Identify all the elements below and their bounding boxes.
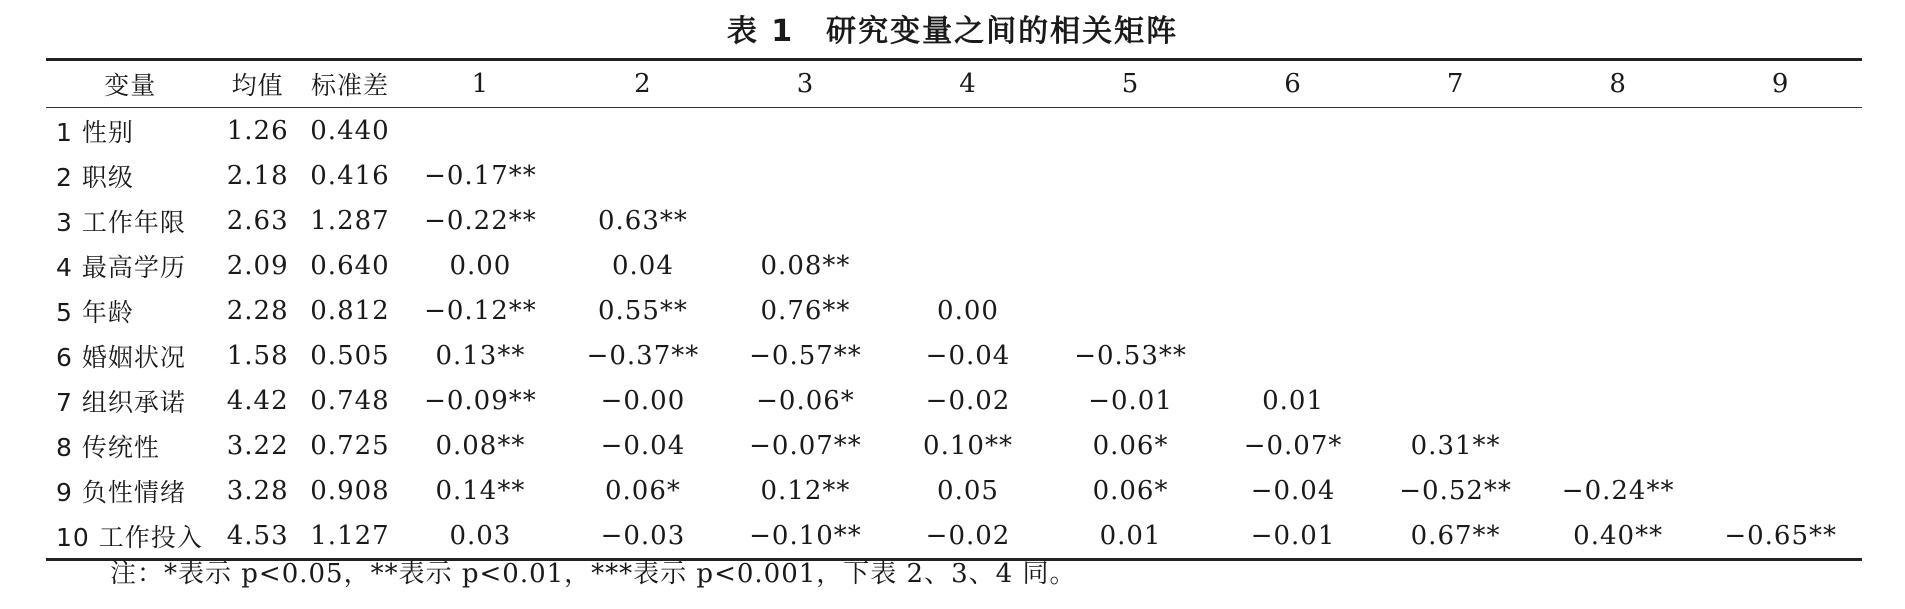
empty-cell: [1537, 198, 1700, 243]
empty-cell: [1699, 333, 1862, 378]
empty-cell: [1374, 153, 1537, 198]
empty-cell: [887, 198, 1050, 243]
empty-cell: [1049, 153, 1212, 198]
empty-cell: [887, 153, 1050, 198]
correlation-cell: 0.01: [1262, 385, 1324, 416]
sd-value: 0.812: [310, 295, 390, 326]
sd-value: 1.127: [310, 520, 390, 551]
empty-cell: [1374, 198, 1537, 243]
correlation-cell: −0.53**: [1074, 340, 1187, 371]
empty-cell: [1374, 378, 1537, 423]
correlation-cell: 0.08**: [435, 430, 526, 461]
header-sd: 标准差: [310, 71, 389, 100]
correlation-cell: −0.09**: [424, 385, 537, 416]
empty-cell: [1699, 108, 1862, 154]
correlation-cell: 0.67**: [1410, 520, 1501, 551]
correlation-cell: −0.01: [1250, 520, 1336, 551]
sd-value: 0.725: [310, 430, 390, 461]
variable-name: 4 最高学历: [56, 252, 186, 282]
correlation-cell: −0.07*: [1243, 430, 1343, 461]
table-note: 注：*表示 p<0.05，**表示 p<0.01，***表示 p<0.001，下表 2、3、4 同。: [110, 559, 1077, 589]
header-variable: 变量: [104, 71, 157, 100]
correlation-cell: −0.06*: [756, 385, 855, 416]
correlation-cell: 0.13**: [435, 340, 526, 371]
empty-cell: [1537, 288, 1700, 333]
empty-cell: [1537, 153, 1700, 198]
correlation-cell: 0.55**: [597, 295, 688, 326]
mean-value: 3.28: [226, 475, 289, 506]
sd-value: 1.287: [310, 205, 390, 236]
correlation-cell: −0.52**: [1399, 475, 1512, 506]
empty-cell: [1374, 108, 1537, 154]
table-row: [46, 198, 1862, 243]
header-col-3: 3: [796, 69, 815, 99]
header-col-1: 1: [471, 69, 490, 99]
variable-name: 9 负性情绪: [56, 477, 186, 507]
correlation-cell: −0.00: [600, 385, 686, 416]
variable-name: 2 职级: [56, 162, 134, 192]
empty-cell: [1699, 288, 1862, 333]
table-header: [46, 60, 1862, 108]
empty-cell: [1537, 378, 1700, 423]
table-row: [46, 333, 1862, 378]
sd-value: 0.640: [310, 250, 390, 281]
mean-value: 4.42: [226, 385, 289, 416]
correlation-cell: 0.06*: [1092, 475, 1169, 506]
correlation-cell: 0.31**: [1410, 430, 1501, 461]
table-title: 表 1 研究变量之间的相关矩阵: [726, 14, 1179, 49]
correlation-cell: 0.00: [937, 295, 999, 326]
correlation-cell: 0.14**: [435, 475, 526, 506]
correlation-cell: −0.02: [925, 385, 1011, 416]
table-body: [46, 108, 1862, 560]
variable-name: 8 传统性: [56, 432, 160, 462]
correlation-cell: −0.37**: [586, 340, 700, 371]
correlation-cell: −0.04: [600, 430, 686, 461]
empty-cell: [1212, 108, 1375, 154]
empty-cell: [1374, 243, 1537, 288]
variable-name: 7 组织承诺: [56, 387, 186, 417]
sd-value: 0.908: [310, 475, 390, 506]
empty-cell: [1699, 243, 1862, 288]
correlation-matrix-table: [46, 58, 1862, 561]
correlation-cell: −0.01: [1088, 385, 1173, 416]
variable-name: 5 年龄: [56, 297, 134, 327]
empty-cell: [1212, 243, 1375, 288]
correlation-cell: 0.03: [449, 520, 512, 551]
empty-cell: [1374, 333, 1537, 378]
empty-cell: [1049, 108, 1212, 154]
variable-name: 6 婚姻状况: [56, 342, 186, 372]
correlation-cell: 0.08**: [760, 250, 851, 281]
correlation-cell: −0.24**: [1561, 475, 1675, 506]
table-row: [46, 108, 1862, 154]
correlation-cell: 0.40**: [1573, 520, 1664, 551]
header-col-2: 2: [634, 69, 652, 99]
mean-value: 1.26: [226, 115, 289, 146]
empty-cell: [562, 108, 725, 154]
empty-cell: [1699, 468, 1862, 513]
empty-cell: [724, 108, 887, 154]
empty-cell: [887, 108, 1050, 154]
correlation-cell: −0.02: [925, 520, 1011, 551]
correlation-cell: 0.01: [1099, 520, 1162, 551]
table-row: [46, 378, 1862, 423]
empty-cell: [1699, 198, 1862, 243]
empty-cell: [1699, 153, 1862, 198]
header-col-9: 9: [1771, 69, 1790, 99]
table-row: [46, 153, 1862, 198]
correlation-cell: 0.04: [611, 250, 674, 281]
correlation-cell: −0.03: [600, 520, 686, 551]
correlation-cell: −0.65**: [1724, 520, 1838, 551]
empty-cell: [1537, 333, 1700, 378]
correlation-cell: 0.63**: [597, 205, 688, 236]
correlation-cell: −0.04: [1250, 475, 1336, 506]
empty-cell: [1212, 288, 1375, 333]
correlation-cell: 0.10**: [923, 430, 1013, 461]
empty-cell: [1049, 288, 1212, 333]
empty-cell: [1699, 423, 1862, 468]
variable-name: 10 工作投入: [56, 522, 203, 552]
header-col-8: 8: [1609, 69, 1627, 99]
correlation-table-container: [46, 58, 1862, 561]
empty-cell: [399, 108, 562, 154]
correlation-cell: −0.10**: [749, 520, 862, 551]
correlation-cell: 0.06*: [604, 475, 681, 506]
empty-cell: [1699, 378, 1862, 423]
mean-value: 2.63: [226, 205, 289, 236]
empty-cell: [1374, 288, 1537, 333]
sd-value: 0.416: [310, 160, 390, 191]
sd-value: 0.748: [310, 385, 390, 416]
empty-cell: [1049, 198, 1212, 243]
variable-name: 3 工作年限: [56, 207, 186, 237]
correlation-cell: 0.06*: [1092, 430, 1169, 461]
table-row: [46, 288, 1862, 333]
table-row: [46, 468, 1862, 513]
mean-value: 1.58: [226, 340, 289, 371]
empty-cell: [1049, 243, 1212, 288]
empty-cell: [562, 153, 725, 198]
table-row: [46, 243, 1862, 288]
empty-cell: [1537, 243, 1700, 288]
mean-value: 4.53: [226, 520, 289, 551]
mean-value: 2.09: [226, 250, 289, 281]
empty-cell: [724, 153, 887, 198]
header-col-6: 6: [1284, 69, 1302, 99]
correlation-cell: 0.05: [937, 475, 999, 506]
variable-name: 1 性别: [56, 117, 134, 147]
correlation-cell: −0.22**: [424, 205, 537, 236]
table-row: [46, 423, 1862, 468]
mean-value: 3.22: [226, 430, 289, 461]
empty-cell: [887, 243, 1050, 288]
empty-cell: [1212, 333, 1375, 378]
sd-value: 0.505: [310, 340, 390, 371]
empty-cell: [1212, 198, 1375, 243]
empty-cell: [1537, 423, 1700, 468]
empty-cell: [1537, 108, 1700, 154]
empty-cell: [1212, 153, 1375, 198]
header-col-4: 4: [959, 69, 977, 99]
correlation-cell: 0.00: [449, 250, 512, 281]
mean-value: 2.28: [226, 295, 289, 326]
correlation-cell: −0.17**: [424, 160, 537, 191]
correlation-cell: −0.07**: [749, 430, 862, 461]
empty-cell: [724, 198, 887, 243]
correlation-cell: −0.12**: [424, 295, 537, 326]
mean-value: 2.18: [226, 160, 289, 191]
header-col-7: 7: [1446, 69, 1465, 99]
sd-value: 0.440: [310, 115, 390, 146]
correlation-cell: 0.12**: [760, 475, 851, 506]
correlation-cell: −0.04: [925, 340, 1011, 371]
header-mean: 均值: [231, 71, 284, 100]
correlation-cell: −0.57**: [749, 340, 862, 371]
header-row: [46, 60, 1862, 108]
correlation-cell: 0.76**: [760, 295, 851, 326]
header-col-5: 5: [1121, 69, 1140, 99]
